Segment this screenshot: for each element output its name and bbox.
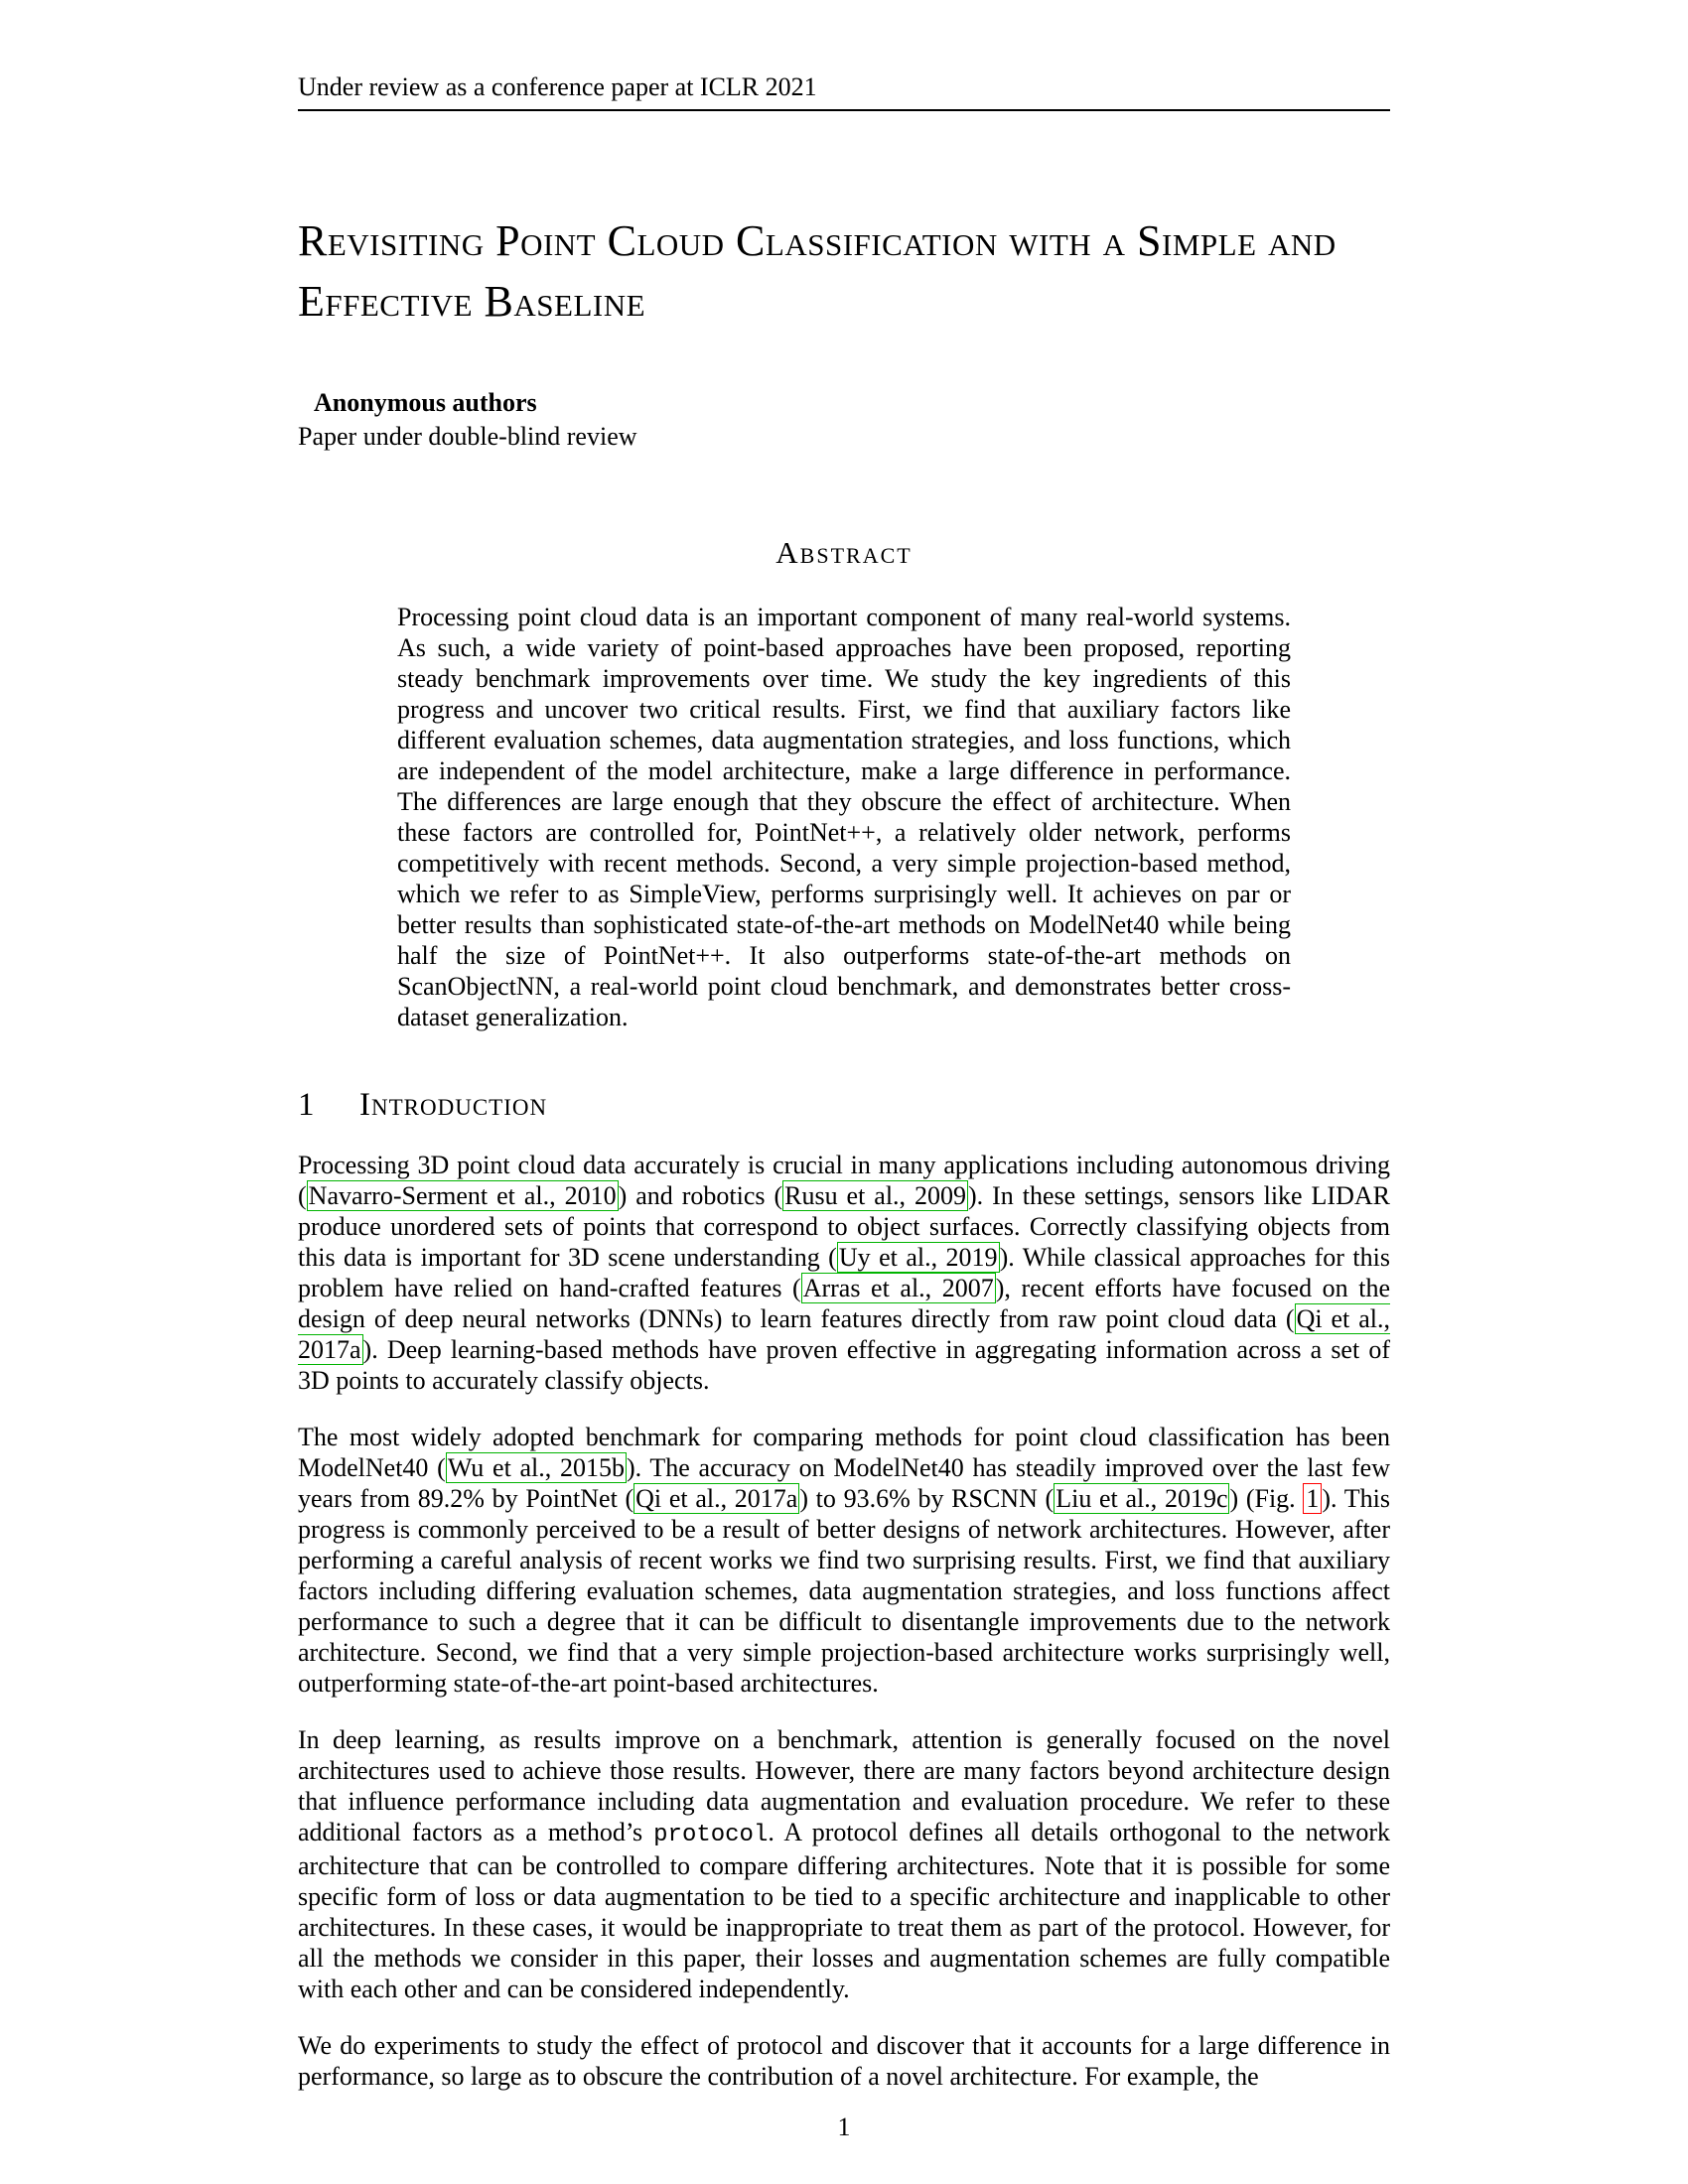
text-run: ) (Fig. (1229, 1484, 1304, 1513)
abstract-heading: Abstract (775, 535, 913, 570)
text-run: ). The accuracy on ModelNet40 has steadily improved over the last few years from 89.2% by PointNet ( (298, 1453, 1391, 1513)
author-name: Anonymous authors (314, 388, 537, 417)
citation-link[interactable]: Qi et al., 2017a (635, 1484, 798, 1513)
running-header: Under review as a conference paper at ICLR 2021 (298, 72, 817, 101)
text-run: ) and robotics ( (618, 1181, 783, 1210)
text-run: ), recent efforts have focused on the design of deep neural networks (DNNs) to learn features directly from raw point cloud data ( (298, 1274, 1390, 1333)
citation-link[interactable]: Navarro-Serment et al., 2010 (308, 1181, 617, 1210)
text-run: Processing 3D point cloud data accurately is crucial in many applications including autonomous driving ( (298, 1151, 1390, 1210)
citation-link[interactable]: Rusu et al., 2009 (784, 1181, 967, 1210)
text-run: ). While classical approaches for this problem have relied on hand-crafted features ( (298, 1243, 1390, 1302)
citation-link[interactable]: Uy et al., 2019 (838, 1243, 998, 1272)
abstract-section (298, 537, 1390, 1032)
citation-link[interactable]: Liu et al., 2019c (1055, 1484, 1228, 1513)
intro-paragraph-2 (298, 1422, 1390, 1699)
paper-title: Revisiting Point Cloud Classification with a Simple and Effective Baseline (298, 216, 1336, 326)
text-run: ). Deep learning-based methods have proven effective in aggregating information across a set of 3D points to accurately classify objects. (298, 1335, 1390, 1395)
intro-paragraph-1 (298, 1150, 1390, 1396)
header-rule (298, 109, 1390, 111)
citation-link[interactable]: Qi et al., 2017a (298, 1304, 1390, 1364)
abstract-text: Processing point cloud data is an important component of many real-world systems. As such, a wide variety of point-based approaches have been proposed, reporting steady benchmark improvements over time. We study the key ingredients of this progress and uncover two critical results. First, we find that auxiliary factors like different evaluation schemes, data augmentation strategies, and loss functions, which are independent of the model architecture, make a large difference in performance. The differences are large enough that they obscure the effect of architecture. When these factors are controlled for, PointNet++, a relatively older network, performs competitively with recent methods. Second, a very simple projection-based method, which we refer to as SimpleView, performs surprisingly well. It achieves on par or better results than sophisticated state-of-the-art methods on ModelNet40 while being half the size of PointNet++. It also outperforms state-of-the-art methods on ScanObjectNN, a real-world point cloud benchmark, and demonstrates better cross-dataset generalization. (397, 603, 1291, 1031)
author-note: Paper under double-blind review (298, 422, 637, 451)
page-number: 1 (837, 2113, 851, 2141)
figure-link[interactable]: 1 (1303, 1483, 1322, 1514)
intro-paragraph-3 (298, 1724, 1390, 2004)
section-number: 1 (298, 1087, 315, 1123)
author-block (298, 387, 1390, 452)
citation-link[interactable]: Arras et al., 2007 (802, 1274, 994, 1302)
text-run: ) to 93.6% by RSCNN ( (799, 1484, 1055, 1513)
intro-paragraph-4 (298, 2030, 1390, 2092)
inline-code: protocol (653, 1822, 769, 1848)
text-run: We do experiments to study the effect of protocol and discover that it accounts for a large difference in performance, so large as to obscure the contribution of a novel architecture. For example, the (298, 2031, 1390, 2091)
section-title: Introduction (359, 1087, 548, 1123)
text-run: ). In these settings, sensors like LIDAR produce unordered sets of points that correspond to object surfaces. Correctly classifying objects from this data is important for 3D scene understanding ( (298, 1181, 1390, 1272)
text-run: . A protocol defines all details orthogonal to the network architecture that can be controlled to compare differing architectures. Note that it is possible for some specific form of loss or data augmentation to be tied to a specific architecture and inapplicable to other architectures. In these cases, it would be inappropriate to treat them as part of the protocol. However, for all the methods we consider in this paper, their losses and augmentation schemes are fully compatible with each other and can be considered independently. (298, 1818, 1390, 2003)
citation-link[interactable]: Wu et al., 2015b (447, 1453, 625, 1482)
text-run: The most widely adopted benchmark for comparing methods for point cloud classification has been ModelNet40 ( (298, 1423, 1390, 1482)
text-run: ). This progress is commonly perceived to be a result of better designs of network architectures. However, after performing a careful analysis of recent works we find two surprising results. First, we find that auxiliary factors including differing evaluation schemes, data augmentation strategies, and loss functions affect performance to such a degree that it can be difficult to disentangle improvements due to the network architecture. Second, we find that a very simple projection-based architecture works surprisingly well, outperforming state-of-the-art point-based architectures. (298, 1484, 1390, 1698)
section-heading-introduction (298, 1086, 1390, 1124)
text-run: In deep learning, as results improve on a benchmark, attention is generally focused on the novel architectures used to achieve those results. However, there are many factors beyond architecture design that influence performance including data augmentation and evaluation procedure. We refer to these additional factors as a method’s (298, 1725, 1390, 1846)
